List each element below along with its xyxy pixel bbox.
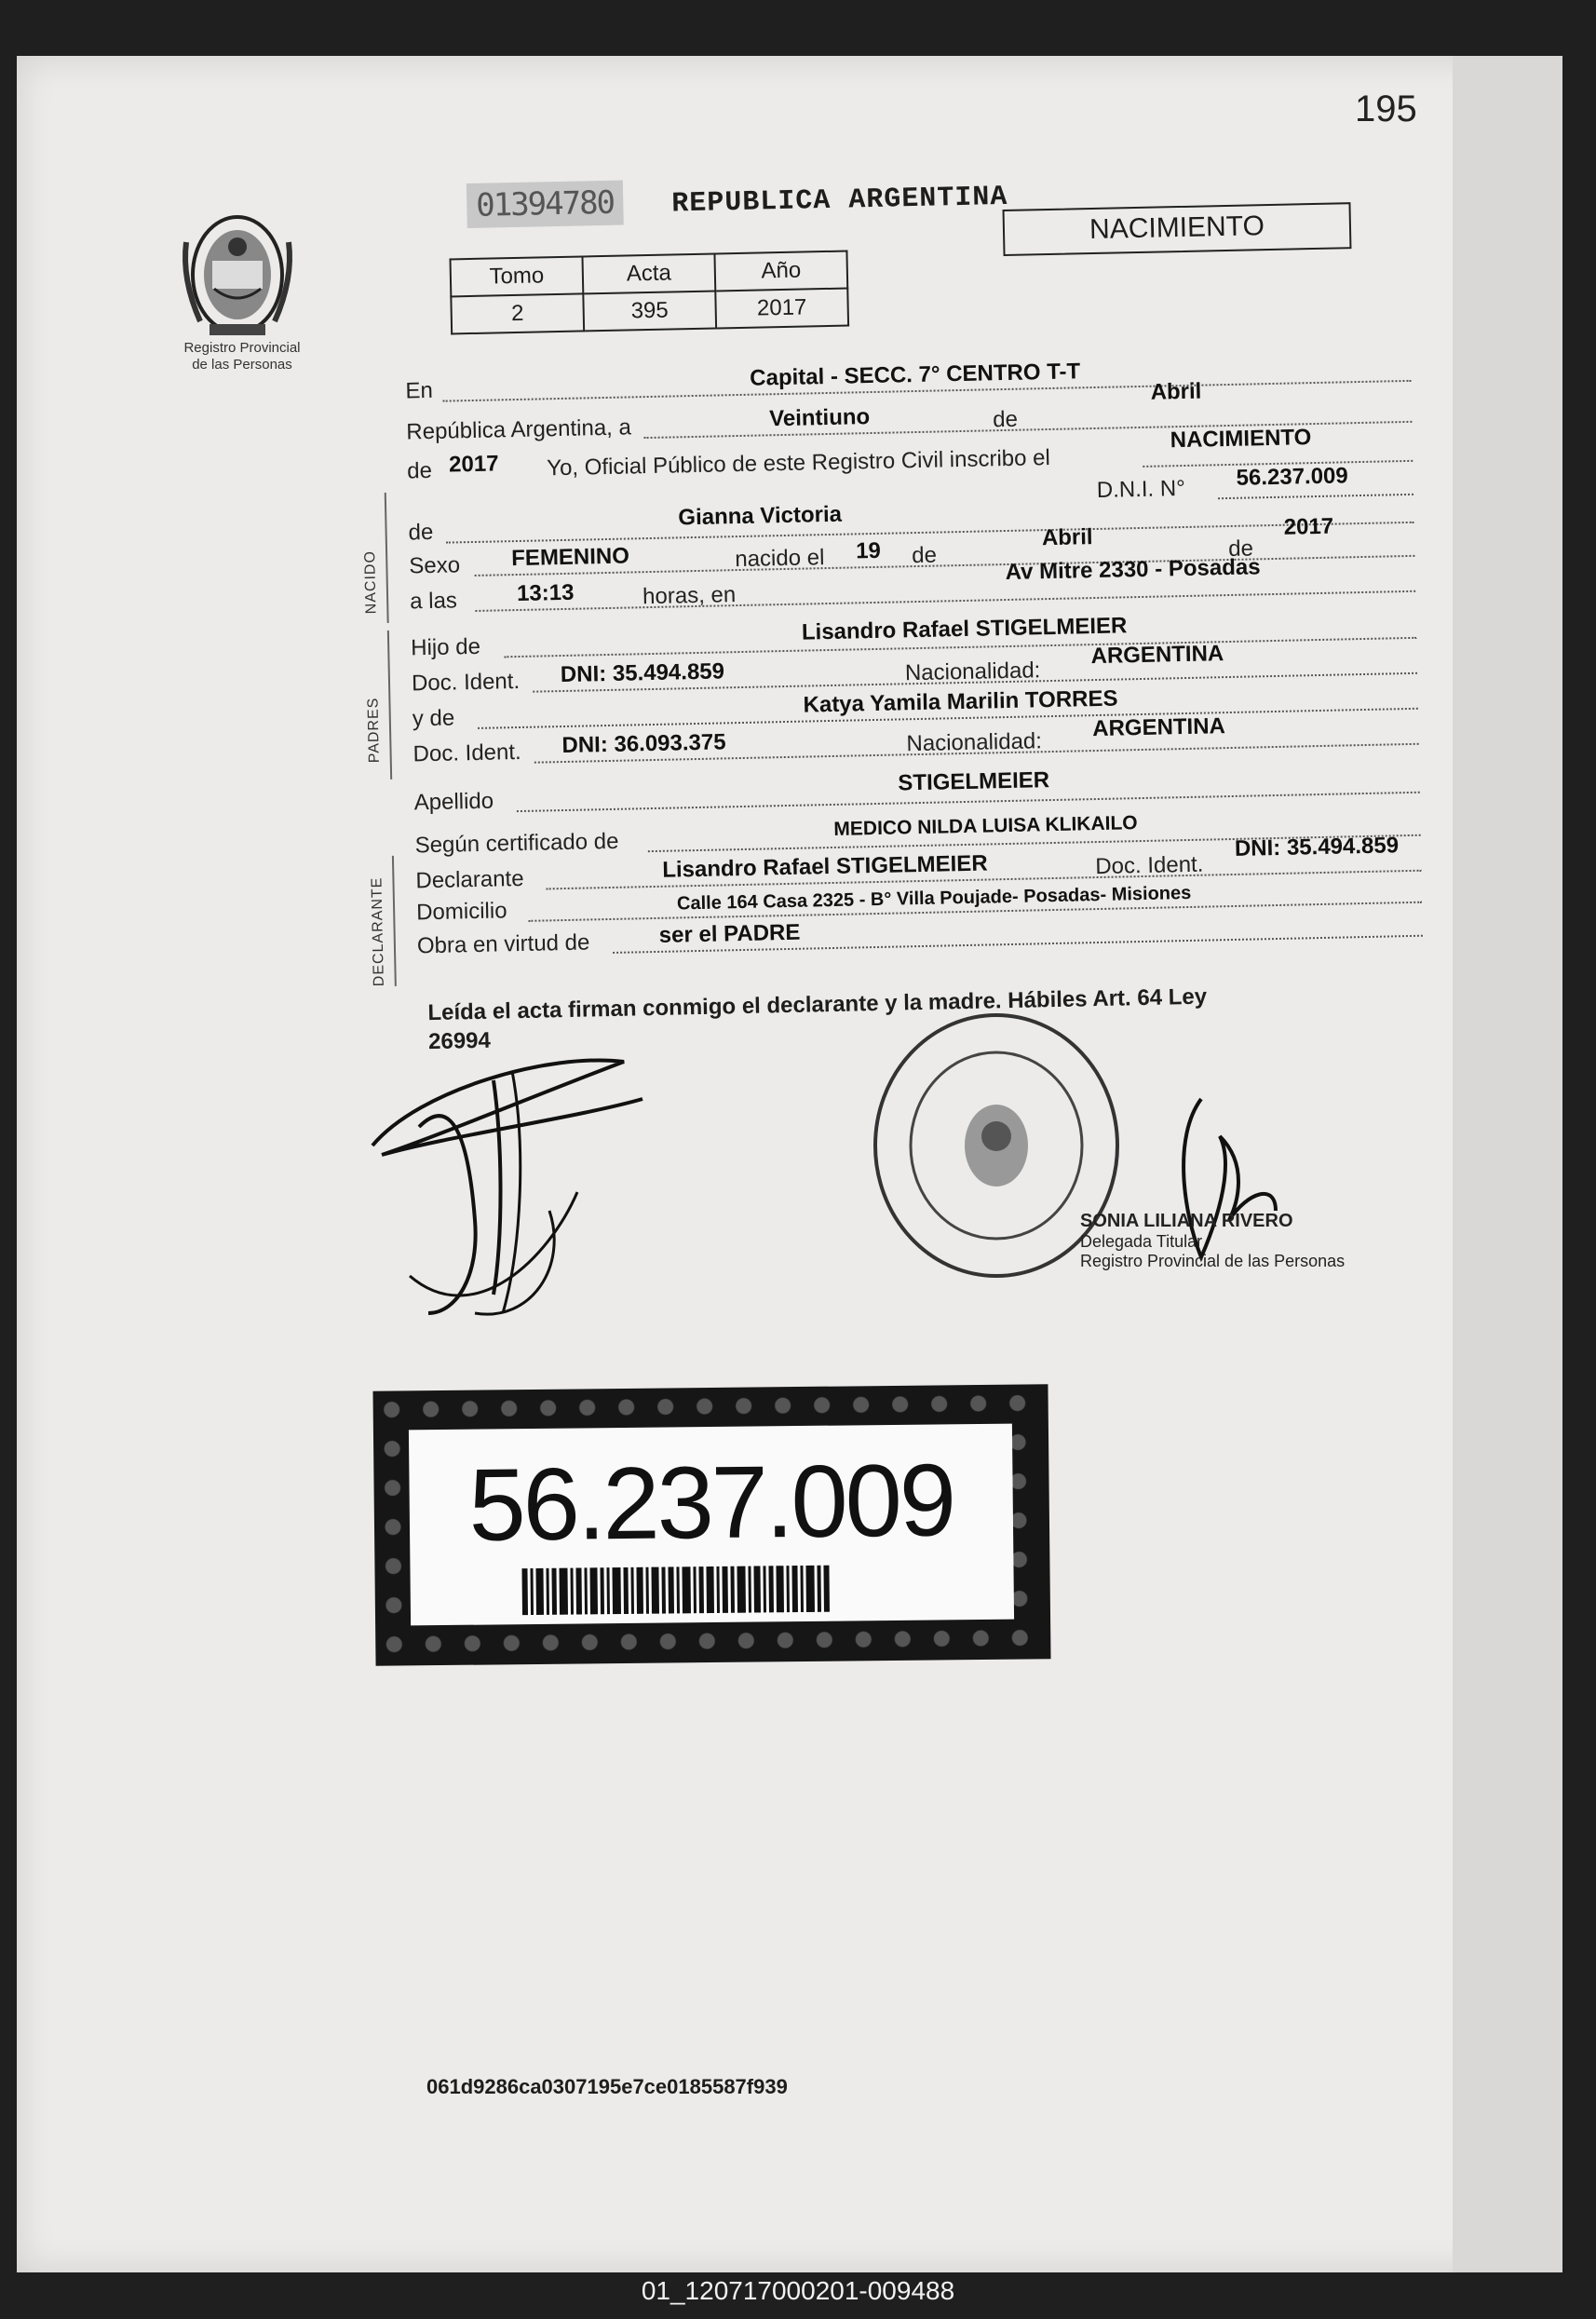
field-father-name: Lisandro Rafael STIGELMEIER bbox=[801, 613, 1128, 645]
field-declarant-doc: DNI: 35.494.859 bbox=[1234, 833, 1400, 861]
label-nacido: nacido el bbox=[735, 545, 825, 573]
provincial-coat-of-arms-icon bbox=[177, 205, 298, 345]
field-birth-day: 19 bbox=[855, 537, 882, 564]
label-de4: de bbox=[911, 542, 938, 569]
field-mother-doc: DNI: 36.093.375 bbox=[561, 729, 726, 759]
field-father-doc: DNI: 35.494.859 bbox=[560, 658, 725, 688]
official-office: Registro Provincial de las Personas bbox=[1080, 1252, 1346, 1270]
document-hash: 061d9286ca0307195e7ce0185587f939 bbox=[426, 2075, 788, 2098]
field-time: 13:13 bbox=[516, 579, 575, 607]
field-birth-month: Abril bbox=[1041, 524, 1093, 551]
dotted-line bbox=[475, 590, 1415, 612]
table-header-ano: Año bbox=[714, 251, 847, 292]
section-bar-declarante bbox=[392, 856, 397, 986]
table-cell-acta: 395 bbox=[583, 291, 716, 331]
official-name: SONIA LILIANA RIVERO bbox=[1080, 1211, 1293, 1231]
registry-label-line1: Registro Provincial bbox=[183, 340, 301, 356]
barcode-sticker bbox=[372, 1384, 1050, 1666]
label-a-las: a las bbox=[409, 588, 458, 615]
field-sex: FEMENINO bbox=[510, 543, 630, 572]
field-father-nationality: ARGENTINA bbox=[1090, 641, 1224, 670]
footer-document-id: 01_120717000201-009488 bbox=[641, 2276, 955, 2305]
label-de5: de bbox=[1227, 536, 1254, 563]
closing-text: Leída el acta firman conmigo el declarante y la madre. Hábiles Art. 64 Ley bbox=[427, 983, 1208, 1026]
section-label-nacido: NACIDO bbox=[362, 549, 380, 615]
label-obra: Obra en virtud de bbox=[416, 929, 590, 959]
closing-law-number: 26994 bbox=[427, 1027, 492, 1055]
label-certificado: Según certificado de bbox=[414, 828, 619, 859]
field-birth-place: Av Mitre 2330 - Posadas bbox=[1005, 554, 1261, 586]
registry-label-line2: de las Personas bbox=[192, 357, 292, 373]
label-hijo: Hijo de bbox=[410, 633, 481, 661]
country-title: REPUBLICA ARGENTINA bbox=[670, 181, 1008, 221]
label-doc-ident: Doc. Ident. bbox=[411, 668, 521, 697]
field-surname: STIGELMEIER bbox=[898, 767, 1050, 796]
label-republic: República Argentina, a bbox=[406, 414, 632, 445]
field-year: 2017 bbox=[448, 451, 499, 478]
field-event: NACIMIENTO bbox=[1170, 425, 1312, 454]
table-row bbox=[451, 289, 848, 334]
field-month: Abril bbox=[1150, 378, 1202, 405]
field-place: Capital - SECC. 7° CENTRO T-T bbox=[749, 359, 1081, 391]
field-mother-nationality: ARGENTINA bbox=[1091, 713, 1226, 742]
field-certificate: MEDICO NILDA LUISA KLIKAILO bbox=[833, 812, 1138, 840]
label-dni: D.N.I. N° bbox=[1096, 475, 1186, 503]
label-apellido: Apellido bbox=[413, 788, 494, 816]
document-type-box: NACIMIENTO bbox=[1003, 202, 1352, 256]
field-capacity: ser el PADRE bbox=[658, 919, 801, 948]
field-birth-year: 2017 bbox=[1283, 513, 1334, 540]
table-header-tomo: Tomo bbox=[451, 256, 584, 296]
barcode-icon bbox=[521, 1565, 904, 1615]
barcode-label bbox=[409, 1424, 1014, 1626]
section-label-padres: PADRES bbox=[365, 697, 383, 764]
label-nacionalidad-2: Nacionalidad: bbox=[906, 728, 1043, 757]
table-header-acta: Acta bbox=[582, 253, 715, 293]
field-day-words: Veintiuno bbox=[768, 404, 871, 432]
barcode-number: 56.237.009 bbox=[467, 1443, 954, 1563]
label-de2: de bbox=[406, 457, 433, 484]
official-block bbox=[1080, 1211, 1378, 1271]
field-declarant: Lisandro Rafael STIGELMEIER bbox=[662, 850, 988, 883]
label-doc-ident-2: Doc. Ident. bbox=[413, 739, 521, 767]
serial-number: 01394780 bbox=[467, 181, 624, 229]
record-table bbox=[449, 250, 849, 334]
label-sexo: Sexo bbox=[409, 552, 461, 579]
label-de3: de bbox=[408, 519, 434, 546]
section-bar-nacido bbox=[385, 493, 389, 623]
label-official-text: Yo, Oficial Público de este Registro Civil inscribo el bbox=[546, 444, 1051, 481]
label-horas: horas, en bbox=[642, 582, 737, 610]
page-number: 195 bbox=[1355, 88, 1417, 129]
label-en: En bbox=[405, 377, 434, 404]
label-declarante: Declarante bbox=[415, 865, 524, 894]
section-label-declarante: DECLARANTE bbox=[369, 876, 387, 987]
official-title: Delegada Titular bbox=[1080, 1232, 1203, 1251]
declarant-signature-icon bbox=[363, 1034, 652, 1341]
registry-label bbox=[158, 340, 326, 373]
table-cell-tomo: 2 bbox=[451, 293, 584, 333]
table-cell-ano: 2017 bbox=[715, 289, 848, 329]
section-bar-padres bbox=[387, 631, 392, 780]
label-y-de: y de bbox=[412, 705, 455, 732]
label-doc-ident-3: Doc. Ident. bbox=[1095, 851, 1204, 880]
field-mother-name: Katya Yamila Marilin TORRES bbox=[803, 685, 1118, 718]
field-address: Calle 164 Casa 2325 - B° Villa Poujade- Posadas- Misiones bbox=[676, 882, 1192, 915]
label-domicilio: Domicilio bbox=[415, 898, 507, 926]
field-dni: 56.237.009 bbox=[1236, 463, 1348, 491]
label-de: de bbox=[992, 406, 1019, 433]
field-name: Gianna Victoria bbox=[678, 501, 843, 531]
label-nacionalidad: Nacionalidad: bbox=[904, 658, 1041, 686]
